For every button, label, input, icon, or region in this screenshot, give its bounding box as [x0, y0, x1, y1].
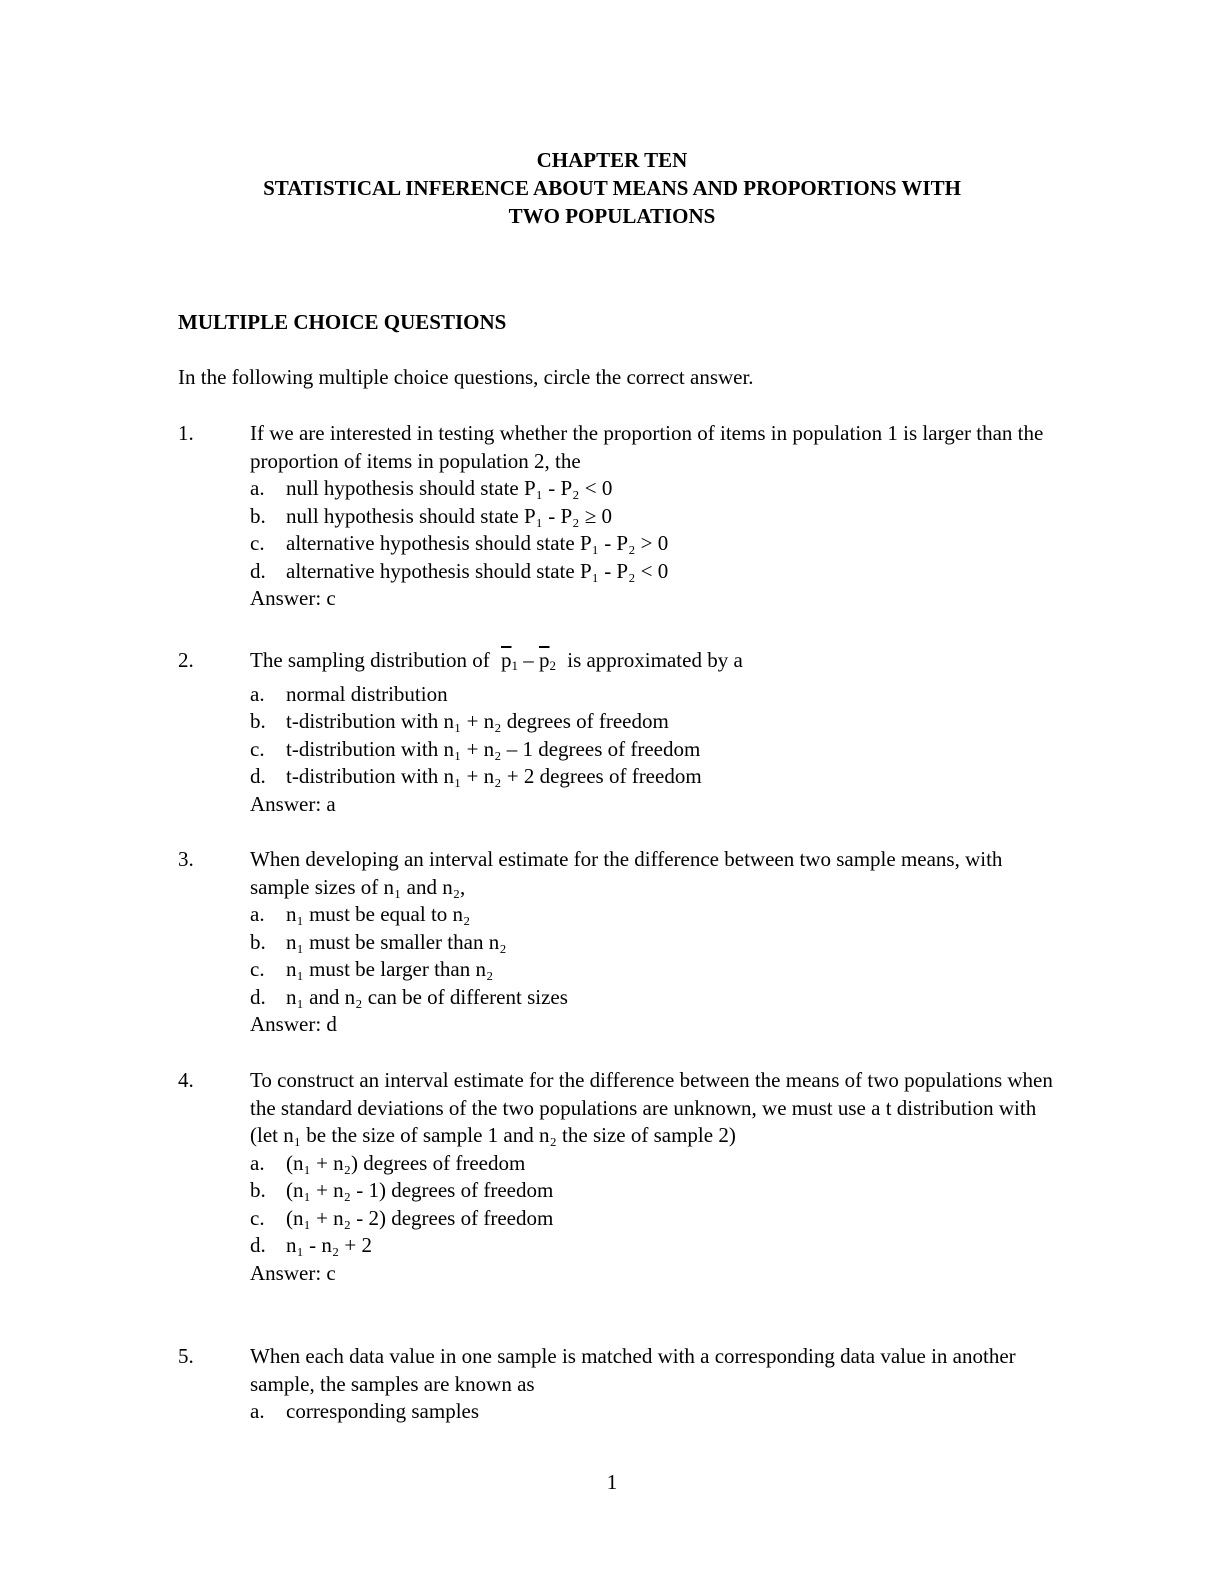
option-letter: b.: [250, 929, 266, 954]
option-b: [250, 708, 1058, 736]
chapter-title-line-1: CHAPTER TEN: [536, 148, 688, 172]
option-letter: a.: [250, 1399, 265, 1423]
option-d: [250, 558, 1058, 586]
option-letter: b.: [250, 1178, 266, 1202]
option-text: n₁ must be larger than n₂: [286, 957, 494, 981]
option-d: [250, 763, 1058, 791]
option-d: [250, 1232, 1058, 1260]
option-text: (n₁ + n₂) degrees of freedom: [286, 1150, 526, 1175]
option-letter: c.: [250, 531, 265, 555]
option-letter: d.: [250, 1233, 266, 1257]
option-letter: c.: [250, 957, 265, 981]
question-number: 3.: [178, 847, 194, 871]
chapter-title-line-2: STATISTICAL INFERENCE ABOUT MEANS AND PROPORTIONS WITH: [263, 176, 961, 200]
question-number: 4.: [178, 1068, 194, 1092]
chapter-title: [0, 146, 1224, 230]
question-number: 2.: [178, 648, 194, 672]
question-2: [178, 647, 1058, 818]
question-stem: If we are interested in testing whether the proportion of items in population 1 is larger than the proportion of items in population 2, the: [250, 421, 1044, 473]
option-letter: b.: [250, 503, 266, 528]
option-text: alternative hypothesis should state P₁ - P₂ < 0: [286, 558, 669, 583]
option-text: (n₁ + n₂ - 2) degrees of freedom: [286, 1205, 554, 1230]
question-4: [178, 1067, 1058, 1287]
question-1: [178, 420, 1058, 613]
option-text: null hypothesis should state P₁ - P₂ < 0: [286, 476, 613, 500]
option-b: [250, 503, 1058, 531]
option-text: normal distribution: [286, 681, 448, 706]
option-text: n₁ must be equal to n₂: [286, 902, 471, 926]
answer: Answer: d: [250, 1012, 337, 1036]
p-bar-1: $\overline{p}_1$: [500, 648, 518, 673]
section-heading: MULTIPLE CHOICE QUESTIONS: [178, 310, 507, 334]
answer: Answer: c: [250, 1260, 336, 1285]
option-text: (n₁ + n₂ - 1) degrees of freedom: [286, 1178, 554, 1202]
p-bar-2: $\overline{p}_2$: [538, 648, 556, 673]
answer: Answer: c: [250, 586, 336, 610]
option-c: [250, 736, 1058, 764]
question-5: [178, 1343, 1058, 1426]
option-letter: c.: [250, 736, 265, 761]
option-text: n₁ - n₂ + 2: [286, 1233, 372, 1257]
option-b: [250, 929, 1058, 957]
question-stem: To construct an interval estimate for the difference between the means of two populations when the standard deviations of the two populations are unknown, we must use a t distribution with (let n₁ be the size of sample 1 and n₂ the size of sample 2): [250, 1068, 1053, 1147]
option-letter: a.: [250, 476, 265, 500]
option-text: corresponding samples: [286, 1399, 480, 1423]
page-number: 1: [606, 1470, 618, 1494]
option-a: [250, 1398, 1058, 1426]
option-letter: a.: [250, 681, 265, 706]
option-letter: d.: [250, 764, 266, 788]
option-c: [250, 1205, 1058, 1233]
option-letter: c.: [250, 1205, 265, 1230]
option-text: n₁ must be smaller than n₂: [286, 929, 507, 954]
option-a: [250, 681, 1058, 709]
question-stem: When each data value in one sample is matched with a corresponding data value in another sample, the samples are known as: [250, 1344, 1016, 1396]
option-a: [250, 475, 1058, 503]
question-3: [178, 846, 1058, 1039]
question-number: 1.: [178, 421, 194, 445]
option-b: [250, 1177, 1058, 1205]
option-c: [250, 956, 1058, 984]
question-number: 5.: [178, 1344, 194, 1368]
option-d: [250, 984, 1058, 1012]
stem-text-post: is approximated by a: [567, 648, 743, 672]
option-letter: d.: [250, 984, 266, 1009]
option-text: t-distribution with n₁ + n₂ + 2 degrees of freedom: [286, 764, 702, 788]
option-c: [250, 530, 1058, 558]
option-a: [250, 1150, 1058, 1178]
instructions: In the following multiple choice questions, circle the correct answer.: [178, 365, 754, 389]
stem-text-pre: The sampling distribution of: [250, 648, 490, 672]
option-letter: b.: [250, 709, 266, 733]
option-text: t-distribution with n₁ + n₂ degrees of freedom: [286, 709, 669, 733]
option-text: alternative hypothesis should state P₁ - P₂ > 0: [286, 531, 669, 555]
option-a: [250, 901, 1058, 929]
option-letter: d.: [250, 558, 266, 583]
minus-sign: –: [523, 648, 534, 672]
chapter-title-line-3: TWO POPULATIONS: [508, 204, 716, 228]
answer: Answer: a: [250, 791, 336, 816]
option-text: n₁ and n₂ can be of different sizes: [286, 984, 568, 1009]
option-letter: a.: [250, 1150, 265, 1175]
question-stem: [250, 647, 1058, 675]
option-letter: a.: [250, 902, 265, 926]
option-text: t-distribution with n₁ + n₂ – 1 degrees of freedom: [286, 736, 701, 761]
option-text: null hypothesis should state P₁ - P₂ ≥ 0: [286, 503, 613, 528]
question-stem: When developing an interval estimate for the difference between two sample means, with sample sizes of n₁ and n₂,: [250, 847, 1003, 899]
